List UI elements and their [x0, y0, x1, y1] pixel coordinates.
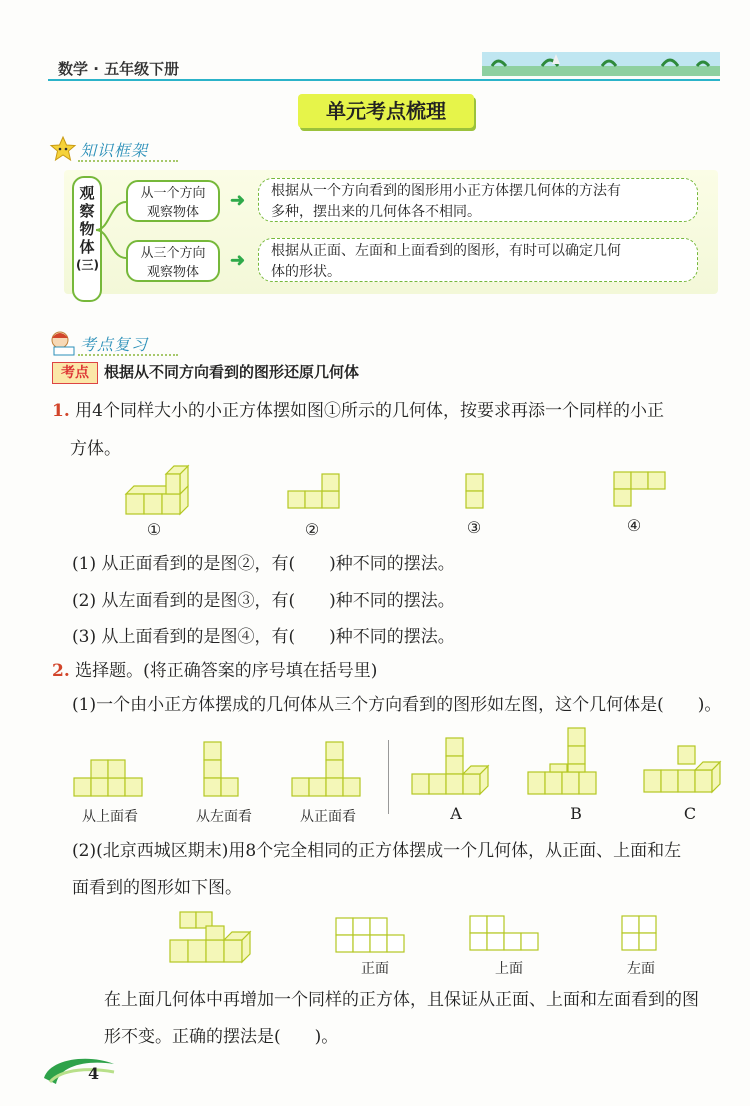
- arrow-icon: ➜: [230, 190, 246, 211]
- q2-part2-left-label: 左面: [627, 961, 655, 977]
- q2-part2-solid: [170, 910, 254, 966]
- header-subject: 数学 · 五年级下册: [58, 60, 180, 78]
- page-number: 4: [88, 1064, 100, 1083]
- arrow-icon: ➜: [230, 250, 246, 271]
- q1-figure-2-label: ②: [304, 520, 320, 539]
- branch-one-direction: 从一个方向 观察物体: [126, 180, 220, 222]
- branch-one-description: 根据从一个方向看到的图形用小正方体摆几何体的方法有 多种，摆出来的几何体各不相同。: [258, 178, 698, 222]
- q1-figure-3-label: ③: [466, 518, 482, 537]
- q2-part2-top-view: [470, 916, 544, 956]
- q2-text: 2. 选择题。(将正确答案的序号填在括号里): [52, 661, 378, 681]
- student-reading-icon: [48, 330, 76, 356]
- kaodian-tag: 考点: [52, 362, 98, 384]
- q2-part2-text-line1: (2)(北京西城区期末)用8个完全相同的正方体摆成一个几何体，从正面、上面和左: [72, 841, 682, 861]
- q1-sub-2: (2) 从左面看到的是图③，有( )种不同的摆法。: [72, 591, 455, 611]
- q2-part2-text-line2: 面看到的图形如下图。: [72, 878, 242, 898]
- branch-three-directions: 从三个方向 观察物体: [126, 240, 220, 282]
- q1-figure-1: [126, 466, 196, 516]
- q2-option-c: [644, 744, 734, 800]
- heading-underline: [78, 354, 178, 356]
- review-heading: 考点复习: [80, 335, 149, 354]
- q1-text: 1. 用4个同样大小的小正方体摆如图①所示的几何体，按要求再添一个同样的小正: [52, 401, 664, 421]
- options-divider: [388, 740, 389, 814]
- knowledge-framework-heading: 知识框架: [80, 141, 149, 160]
- q2-option-a-label: A: [450, 804, 462, 823]
- branch-three-description: 根据从正面、左面和上面看到的图形，有时可以确定几何 体的形状。: [258, 238, 698, 282]
- q2-view-top-label: 从上面看: [82, 809, 138, 825]
- q2-option-b-label: B: [570, 804, 582, 823]
- q1-figure-4-label: ④: [626, 516, 642, 535]
- q2-part2-front-view: [336, 918, 410, 958]
- q1-figure-4: [614, 472, 670, 512]
- framework-topic: 观 察 物 体 (三): [72, 176, 102, 302]
- q2-view-front: [292, 742, 362, 802]
- q2-part2-front-label: 正面: [361, 961, 389, 977]
- header-divider: [48, 79, 720, 81]
- q1-sub-3: (3) 从上面看到的是图④，有( )种不同的摆法。: [72, 627, 455, 647]
- q1-figure-2: [288, 474, 344, 514]
- q2-view-left-label: 从左面看: [196, 809, 252, 825]
- kaodian-title: 根据从不同方向看到的图形还原几何体: [104, 363, 360, 381]
- q2-view-top: [74, 760, 144, 800]
- q1-figure-3: [466, 474, 486, 514]
- q2-option-b: [528, 726, 618, 802]
- q1-figure-1-label: ①: [146, 520, 162, 539]
- q2-part1-text: (1)一个由小正方体摆成的几何体从三个方向看到的图形如左图，这个几何体是( )。: [72, 695, 722, 715]
- q1-sub-1: (1) 从正面看到的是图②，有( )种不同的摆法。: [72, 554, 455, 574]
- q2-view-left: [204, 742, 244, 802]
- q2-part2-follow-line1: 在上面几何体中再增加一个同样的正方体，且保证从正面、上面和左面看到的图: [104, 990, 699, 1010]
- q1-text-line2: 方体。: [70, 439, 121, 459]
- q2-part2-top-label: 上面: [495, 961, 523, 977]
- q2-view-front-label: 从正面看: [300, 809, 356, 825]
- q2-part2-left-view: [622, 916, 662, 956]
- header-banner-image: [482, 52, 720, 76]
- section-title: 单元考点梳理: [298, 94, 474, 128]
- heading-underline: [78, 160, 178, 162]
- q2-option-a: [412, 736, 502, 800]
- star-icon: [50, 136, 76, 162]
- q2-option-c-label: C: [683, 804, 697, 823]
- q2-part2-follow-line2: 形不变。正确的摆法是( )。: [104, 1027, 339, 1047]
